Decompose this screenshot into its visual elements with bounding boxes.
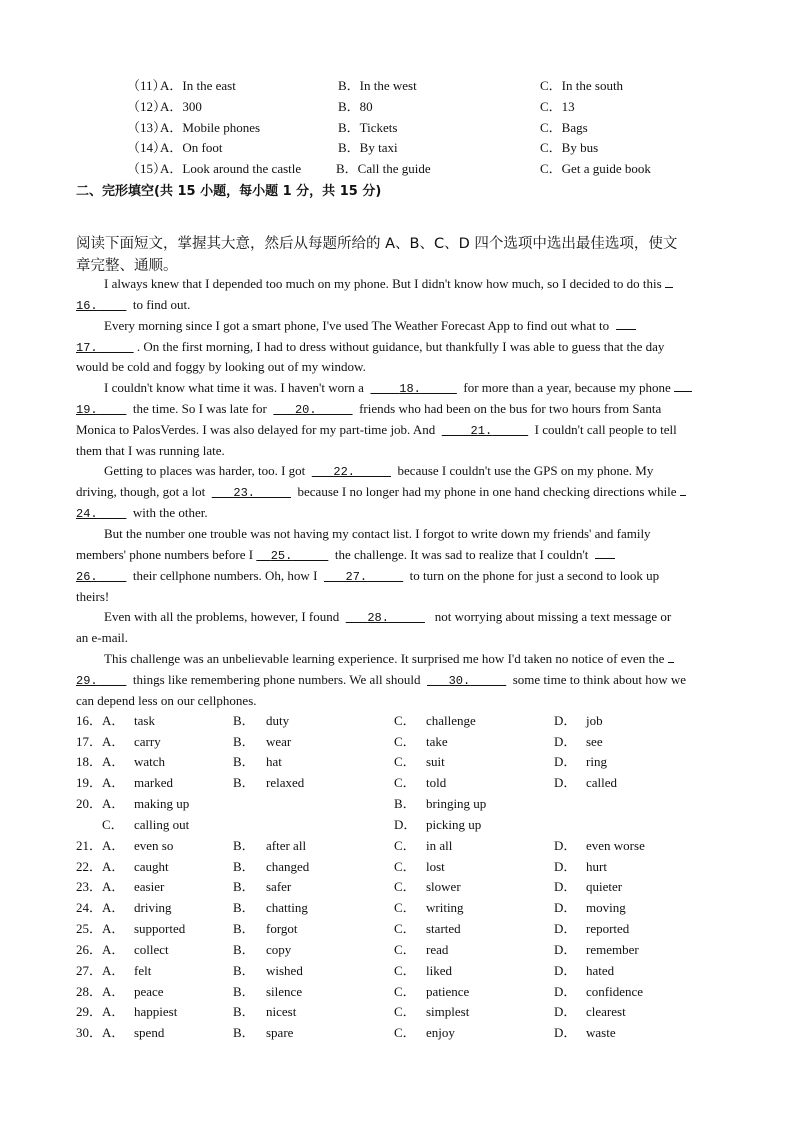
blank-number: 24.	[76, 507, 98, 521]
option-text: spare	[266, 1025, 294, 1040]
option-text: wear	[266, 734, 292, 749]
blank-number: 16.	[76, 299, 98, 313]
option-text: spend	[134, 1025, 165, 1040]
option-text: D．	[554, 963, 577, 978]
option-text: task	[134, 713, 155, 728]
option-text: making up	[134, 796, 190, 811]
option-text: D．	[554, 775, 577, 790]
option-text: changed	[266, 859, 310, 874]
section-heading: 二、完形填空(共 15 小题，每小题 1 分，共 15 分)	[76, 184, 382, 199]
option-text: hurt	[586, 859, 607, 874]
option-text: 21．A．	[76, 838, 125, 853]
passage-line: members' phone numbers before I 25. the challenge. It was sad to realize that I couldn't	[76, 545, 615, 565]
passage-line: driving, though, got a lot 23. because I no longer had my phone in one hand checking directions while	[76, 482, 686, 502]
option-text: D．	[554, 754, 577, 769]
option-text: lost	[426, 859, 445, 874]
option-text: waste	[586, 1025, 616, 1040]
option-text: hat	[266, 754, 282, 769]
blank-30	[427, 671, 506, 691]
blank-line	[595, 545, 615, 559]
option-text: D．	[554, 734, 577, 749]
blank-number: 21.	[470, 424, 493, 438]
option-text: B．	[233, 734, 255, 749]
blank-number: 20.	[294, 403, 317, 417]
passage-line: an e-mail.	[76, 630, 128, 645]
option-text: D．	[554, 900, 577, 915]
option-text: D．	[394, 817, 417, 832]
option-text: B．	[233, 859, 255, 874]
option-text: suit	[426, 754, 445, 769]
option-text: slower	[426, 879, 461, 894]
blank-19	[76, 400, 126, 420]
blank-17	[76, 338, 134, 358]
option-text: B．	[233, 900, 255, 915]
instruction-line-2: 章完整、通顺。	[76, 258, 178, 274]
option-text: told	[426, 775, 447, 790]
option-text: B．	[233, 754, 255, 769]
passage-line: them that I was running late.	[76, 443, 225, 458]
option-text: C．	[394, 775, 416, 790]
option-text: marked	[134, 775, 173, 790]
passage-line: Every morning since I got a smart phone, I've used The Weather Forecast App to find out what to	[104, 316, 636, 336]
option-text: called	[586, 775, 618, 790]
option-text: 20．A．	[76, 796, 125, 811]
option-text: B．In the west	[338, 78, 417, 93]
option-text: 24．A．	[76, 900, 125, 915]
option-text: safer	[266, 879, 292, 894]
option-text: D．	[554, 942, 577, 957]
option-text: happiest	[134, 1004, 178, 1019]
passage-line: But the number one trouble was not having my contact list. I forgot to write down my friends' and family	[104, 526, 651, 541]
option-text: C．Bags	[540, 120, 588, 135]
option-text: copy	[266, 942, 292, 957]
option-text: 28．A．	[76, 984, 125, 999]
option-text: B．	[233, 942, 255, 957]
option-text: B．	[233, 838, 255, 853]
option-text: 17．A．	[76, 734, 125, 749]
option-text: peace	[134, 984, 164, 999]
option-text: hated	[586, 963, 615, 978]
option-text: B．	[233, 921, 255, 936]
option-text: simplest	[426, 1004, 470, 1019]
option-text: writing	[426, 900, 464, 915]
option-text: wished	[266, 963, 303, 978]
blank-number: 28.	[367, 611, 389, 625]
option-text: started	[426, 921, 461, 936]
blank-line	[668, 649, 674, 663]
option-text: carry	[134, 734, 161, 749]
option-text: C．	[394, 754, 416, 769]
option-text: driving	[134, 900, 172, 915]
option-text: C．13	[540, 99, 575, 114]
option-text: C．By bus	[540, 140, 599, 155]
option-text: C．	[394, 1025, 416, 1040]
option-text: D．	[554, 713, 577, 728]
option-text: D．	[554, 984, 577, 999]
blank-number: 29.	[76, 674, 98, 688]
option-text: B．By taxi	[338, 140, 398, 155]
blank-16	[76, 296, 126, 316]
passage-line: I couldn't know what time it was. I haven't worn a 18. for more than a year, because my phone	[104, 378, 692, 398]
instruction-line-1: 阅读下面短文，掌握其大意，然后从每题所给的 A、B、C、D 四个选项中选出最佳选项，使文	[76, 236, 678, 252]
passage-line: 17. . On the first morning, I had to dress without guidance, but thankfully I was able to guess that the day	[76, 337, 664, 357]
option-text: 29．A．	[76, 1004, 125, 1019]
blank-number: 27.	[345, 570, 368, 584]
option-text: nicest	[266, 1004, 297, 1019]
blank-25	[256, 546, 328, 566]
option-text: A．300	[160, 99, 202, 114]
option-text: （15）	[127, 161, 167, 176]
option-text: enjoy	[426, 1025, 455, 1040]
option-text: ring	[586, 754, 607, 769]
passage-line: 29. things like remembering phone numbers. We all should 30. some time to think about how we	[76, 670, 686, 690]
option-text: C．	[394, 942, 416, 957]
blank-26	[76, 567, 126, 587]
passage-line: 19. the time. So I was late for 20. friends who had been on the bus for two hours from Santa	[76, 399, 661, 419]
option-text: C．In the south	[540, 78, 624, 93]
option-text: patience	[426, 984, 470, 999]
passage-line: would be cold and foggy by looking out of my window.	[76, 359, 366, 374]
option-text: felt	[134, 963, 152, 978]
option-text: C．	[394, 713, 416, 728]
passage-line: 16. to find out.	[76, 295, 190, 315]
passage-line: 26. their cellphone numbers. Oh, how I 27. to turn on the phone for just a second to look up	[76, 566, 659, 586]
option-text: forgot	[266, 921, 298, 936]
option-text: A．Mobile phones	[160, 120, 261, 135]
blank-line	[674, 378, 692, 392]
option-text: liked	[426, 963, 452, 978]
option-text: clearest	[586, 1004, 626, 1019]
option-text: C．	[102, 817, 124, 832]
blank-number: 26.	[76, 570, 98, 584]
option-text: easier	[134, 879, 165, 894]
option-text: C．	[394, 838, 416, 853]
option-text: caught	[134, 859, 169, 874]
passage-line: theirs!	[76, 589, 110, 604]
option-text: supported	[134, 921, 186, 936]
option-text: B．Call the guide	[336, 161, 431, 176]
option-text: A．In the east	[160, 78, 236, 93]
option-text: B．	[233, 1025, 255, 1040]
option-text: C．	[394, 879, 416, 894]
option-text: quieter	[586, 879, 623, 894]
blank-number: 25.	[270, 549, 293, 563]
option-text: C．Get a guide book	[540, 161, 651, 176]
option-text: C．	[394, 734, 416, 749]
option-text: C．	[394, 921, 416, 936]
blank-number: 19.	[76, 403, 98, 417]
option-text: A．Look around the castle	[160, 161, 302, 176]
option-text: B．	[394, 796, 416, 811]
option-text: challenge	[426, 713, 476, 728]
option-text: B．Tickets	[338, 120, 398, 135]
blank-27	[324, 567, 403, 587]
blank-18	[370, 379, 456, 399]
option-text: （13）	[127, 120, 167, 135]
blank-line	[665, 274, 673, 288]
option-text: B．80	[338, 99, 373, 114]
option-text: bringing up	[426, 796, 487, 811]
blank-line	[680, 482, 686, 496]
option-text: remember	[586, 942, 639, 957]
option-text: see	[586, 734, 603, 749]
blank-22	[312, 462, 391, 482]
blank-24	[76, 504, 126, 524]
option-text: 22．A．	[76, 859, 125, 874]
passage-line: Even with all the problems, however, I found 28. not worrying about missing a text message or	[104, 607, 671, 627]
option-text: B．	[233, 963, 255, 978]
option-text: reported	[586, 921, 630, 936]
option-text: take	[426, 734, 448, 749]
option-text: confidence	[586, 984, 644, 999]
blank-29	[76, 671, 126, 691]
option-text: A．On foot	[160, 140, 223, 155]
passage-line: 24. with the other.	[76, 503, 208, 523]
option-text: picking up	[426, 817, 482, 832]
option-text: 26．A．	[76, 942, 125, 957]
option-text: 30．A．	[76, 1025, 125, 1040]
option-text: D．	[554, 1004, 577, 1019]
option-text: chatting	[266, 900, 308, 915]
option-text: job	[586, 713, 603, 728]
blank-21	[442, 421, 528, 441]
option-text: 25．A．	[76, 921, 125, 936]
passage-line: Monica to PalosVerdes. I was also delayed for my part-time job. And 21. I couldn't call people to tell	[76, 420, 677, 440]
option-text: moving	[586, 900, 626, 915]
option-text: C．	[394, 963, 416, 978]
passage-line: can depend less on our cellphones.	[76, 693, 257, 708]
blank-line	[616, 316, 636, 330]
blank-28	[346, 608, 425, 628]
passage-line: Getting to places was harder, too. I got 22. because I couldn't use the GPS on my phone. My	[104, 461, 653, 481]
passage-line: This challenge was an unbelievable learning experience. It surprised me how I'd taken no notice of even the	[104, 649, 674, 669]
option-text: C．	[394, 984, 416, 999]
blank-20	[273, 400, 352, 420]
option-text: C．	[394, 1004, 416, 1019]
option-text: silence	[266, 984, 303, 999]
option-text: even so	[134, 838, 174, 853]
option-text: collect	[134, 942, 169, 957]
option-text: calling out	[134, 817, 190, 832]
option-text: 19．A．	[76, 775, 125, 790]
option-text: D．	[554, 879, 577, 894]
option-text: B．	[233, 879, 255, 894]
blank-number: 18.	[399, 382, 421, 396]
option-text: D．	[554, 838, 577, 853]
option-text: 27．A．	[76, 963, 125, 978]
option-text: D．	[554, 1025, 577, 1040]
option-text: （11）	[127, 78, 166, 93]
option-text: B．	[233, 713, 255, 728]
blank-number: 30.	[448, 674, 471, 688]
option-text: in all	[426, 838, 453, 853]
option-text: watch	[134, 754, 166, 769]
option-text: B．	[233, 1004, 255, 1019]
option-text: even worse	[586, 838, 645, 853]
option-text: C．	[394, 900, 416, 915]
option-text: 16．A．	[76, 713, 125, 728]
option-text: D．	[554, 921, 577, 936]
option-text: duty	[266, 713, 290, 728]
option-text: B．	[233, 984, 255, 999]
option-text: C．	[394, 859, 416, 874]
option-text: read	[426, 942, 449, 957]
blank-number: 22.	[333, 465, 356, 479]
option-text: 23．A．	[76, 879, 125, 894]
option-text: D．	[554, 859, 577, 874]
option-text: （12）	[127, 99, 167, 114]
option-text: 18．A．	[76, 754, 125, 769]
blank-number: 23.	[233, 486, 255, 500]
option-text: relaxed	[266, 775, 305, 790]
blank-number: 17.	[76, 341, 98, 355]
blank-23	[212, 483, 291, 503]
option-text: （14）	[127, 140, 167, 155]
passage-line: I always knew that I depended too much on my phone. But I didn't know how much, so I decided to do this	[104, 274, 673, 294]
option-text: after all	[266, 838, 307, 853]
option-text: B．	[233, 775, 255, 790]
